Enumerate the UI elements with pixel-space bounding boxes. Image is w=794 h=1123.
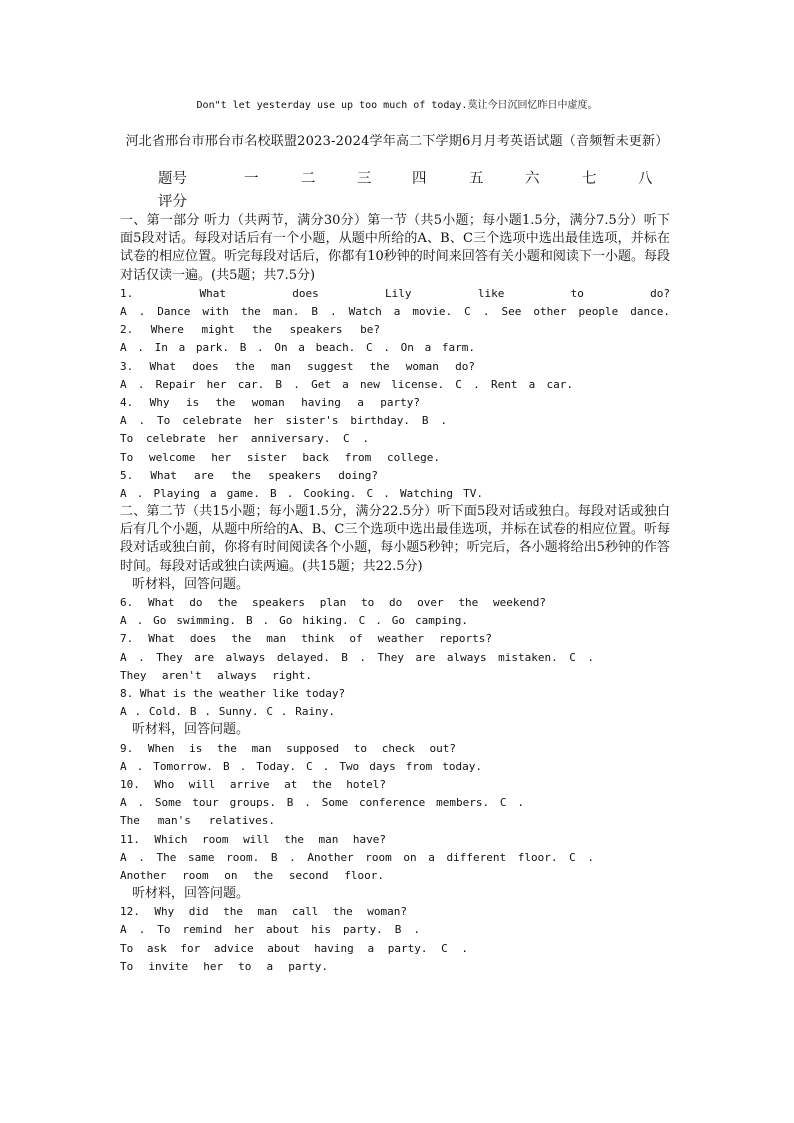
group2-label: 听材料，回答问题。 [132,722,250,738]
question-line: 5. What are the speakers doing? [120,468,378,482]
score-col-1: 一 [244,171,259,187]
section2-heading: 二、第二节（共15小题；每小题1.5分，满分22.5分）听下面5段对话或独白。每段对话或独白后有几个小题，从题中所给的A、B、C三个选项中选出最佳选项，并标在试卷的相应位置。听每段对话或独白前，你将有时间阅读各个小题，每小题5秒钟；听完后，各小题将给出5秒钟的作答时间。每段对话或独白读两遍。(共15题；共22.5分) [120,504,670,574]
options-line: A . In a park. B . On a beach. C . On a farm. [120,341,475,355]
score-col-8: 八 [638,171,653,187]
score-col-4: 四 [412,171,427,187]
question-line: 11. Which room will the man have? [120,832,386,846]
options-line: To invite her to a party. [120,959,328,973]
score-table-header [158,167,678,189]
options-line: To ask for advice about having a party. C . [120,941,468,955]
question-line: 3. What does the man suggest the woman do? [120,359,475,373]
options-line: They aren't always right. [120,668,312,682]
options-line: A . Some tour groups. B . Some conference members. C . [120,796,524,810]
question-line: 10. Who will arrive at the hotel? [120,777,386,791]
options-line: A . Tomorrow. B . Today. C . Two days from today. [120,759,482,773]
section1-heading: 一、第一部分 听力（共两节，满分30分）第一节（共5小题；每小题1.5分，满分7.5分）听下面5段对话。每段对话后有一个小题，从题中所给的A、B、C三个选项中选出最佳选项，并标在试卷的相应位置。听完每段对话后，你都有10秒钟的时间来回答有关小题和阅读下一小题。每段对话仅读一遍。(共5题；共7.5分) [120,213,670,283]
options-line: A . Playing a game. B . Cooking. C . Watching TV. [120,486,483,500]
score-col-2: 二 [301,171,316,187]
question-line: 8. What is the weather like today? [120,687,346,700]
options-line: A . Cold. B . Sunny. C . Rainy. [120,705,335,719]
question-line: 1. What does Lily like to do? [120,286,670,300]
question-line: 12. Why did the man call the woman? [120,905,407,919]
score-col-6: 六 [525,171,540,187]
options-line: To celebrate her anniversary. C . [120,432,369,446]
options-line: Another room on the second floor. [120,868,384,882]
question-line: 2. Where might the speakers be? [120,323,380,337]
options-line: A . Go swimming. B . Go hiking. C . Go camping. [120,614,468,628]
score-col-7: 七 [582,171,597,187]
group1-label: 听材料，回答问题。 [132,576,250,592]
exam-title: 河北省邢台市邢台市名校联盟2023-2024学年高二下学期6月月考英语试题（音频暂未更新） [125,134,669,149]
header-motto: Don"t let yesterday use up too much of today.莫让今日沉回忆昨日中虚度。 [196,100,598,111]
options-line: To welcome her sister back from college. [120,450,440,464]
options-line: A . They are always delayed. B . They are always mistaken. C . [120,650,594,664]
score-row-label: 评分 [158,194,187,210]
options-line: The man's relatives. [120,814,275,828]
options-line: A . To remind her about his party. B . [120,923,420,937]
score-col-label: 题号 [158,171,187,187]
score-col-5: 五 [469,171,484,187]
question-line: 4. Why is the woman having a party? [120,395,420,409]
question-line: 9. When is the man supposed to check out? [120,741,456,755]
score-col-3: 三 [357,171,372,187]
question-line: 6. What do the speakers plan to do over the weekend? [120,596,546,610]
options-line: A . The same room. B . Another room on a different floor. C . [120,850,594,864]
options-line: A . Dance with the man. B . Watch a movie. C . See other people dance. [120,305,670,318]
options-line: A . To celebrate her sister's birthday. B . [120,414,447,428]
question-line: 7. What does the man think of weather reports? [120,632,492,646]
options-line: A . Repair her car. B . Get a new license. C . Rent a car. [120,377,573,391]
exam-content [120,212,670,976]
group3-label: 听材料，回答问题。 [132,886,250,902]
